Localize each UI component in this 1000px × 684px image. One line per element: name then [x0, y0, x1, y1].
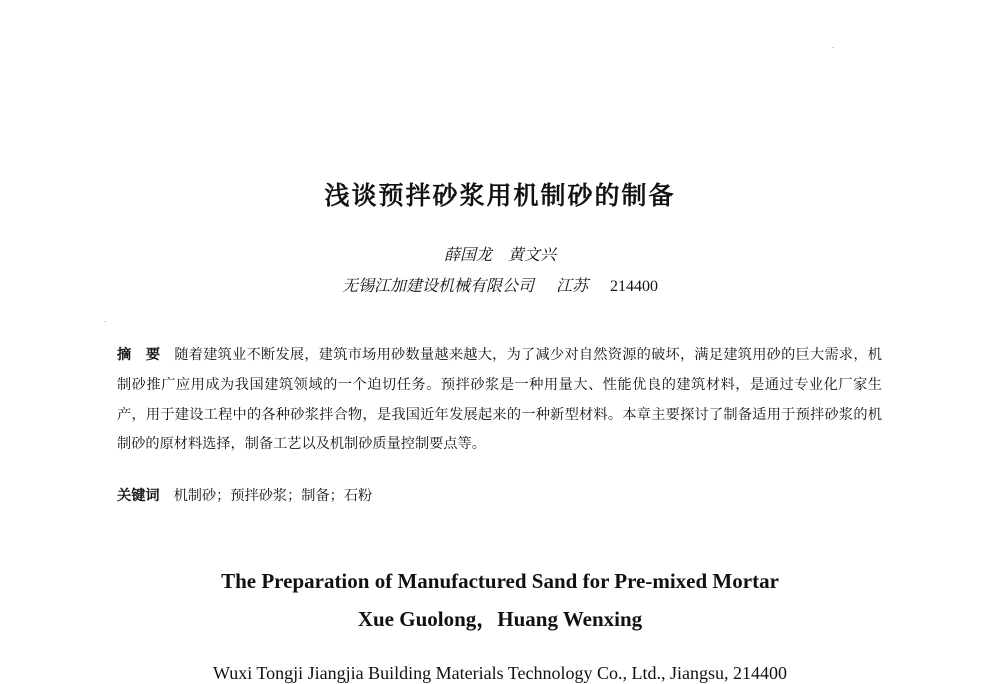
- authors-chinese: 薛国龙 黄文兴: [443, 245, 556, 264]
- abstract-label: 摘 要: [117, 347, 161, 363]
- keywords-label: 关键词: [117, 488, 160, 504]
- affiliation-chinese: [0, 273, 1000, 296]
- affiliation-english: Wuxi Tongji Jiangjia Building Materials Technology Co., Ltd., Jiangsu, 214400: [212, 663, 788, 683]
- scan-speck: [832, 47, 834, 48]
- abstract: [117, 341, 882, 460]
- paper-title-chinese: 浅谈预拌砂浆用机制砂的制备: [324, 181, 676, 210]
- keywords: [117, 485, 882, 505]
- affiliation-province: 江苏: [556, 276, 589, 295]
- abstract-text: 随着建筑业不断发展，建筑市场用砂数量越来越大，为了减少对自然资源的破坏，满足建筑用砂的巨大需求，机制砂推广应用成为我国建筑领域的一个迫切任务。预拌砂浆是一种用量大、性能优良的建筑材料，是通过专业化厂家生产，用于建设工程中的各种砂浆拌合物，是我国近年发展起来的一种新型材料。本章主要探讨了制备适用于预拌砂浆的机制砂的原材料选择，制备工艺以及机制砂质量控制要点等。: [117, 347, 882, 453]
- affiliation-postcode: 214400: [610, 278, 659, 295]
- affiliation-org: 无锡江加建设机械有限公司: [341, 276, 534, 295]
- paper-title-english: The Preparation of Manufactured Sand for Pre-mixed Mortar: [221, 569, 779, 593]
- scan-speck: [104, 321, 106, 322]
- keywords-text: 机制砂；预拌砂浆；制备；石粉: [173, 488, 373, 504]
- authors-english: Xue Guolong，Huang Wenxing: [357, 607, 643, 631]
